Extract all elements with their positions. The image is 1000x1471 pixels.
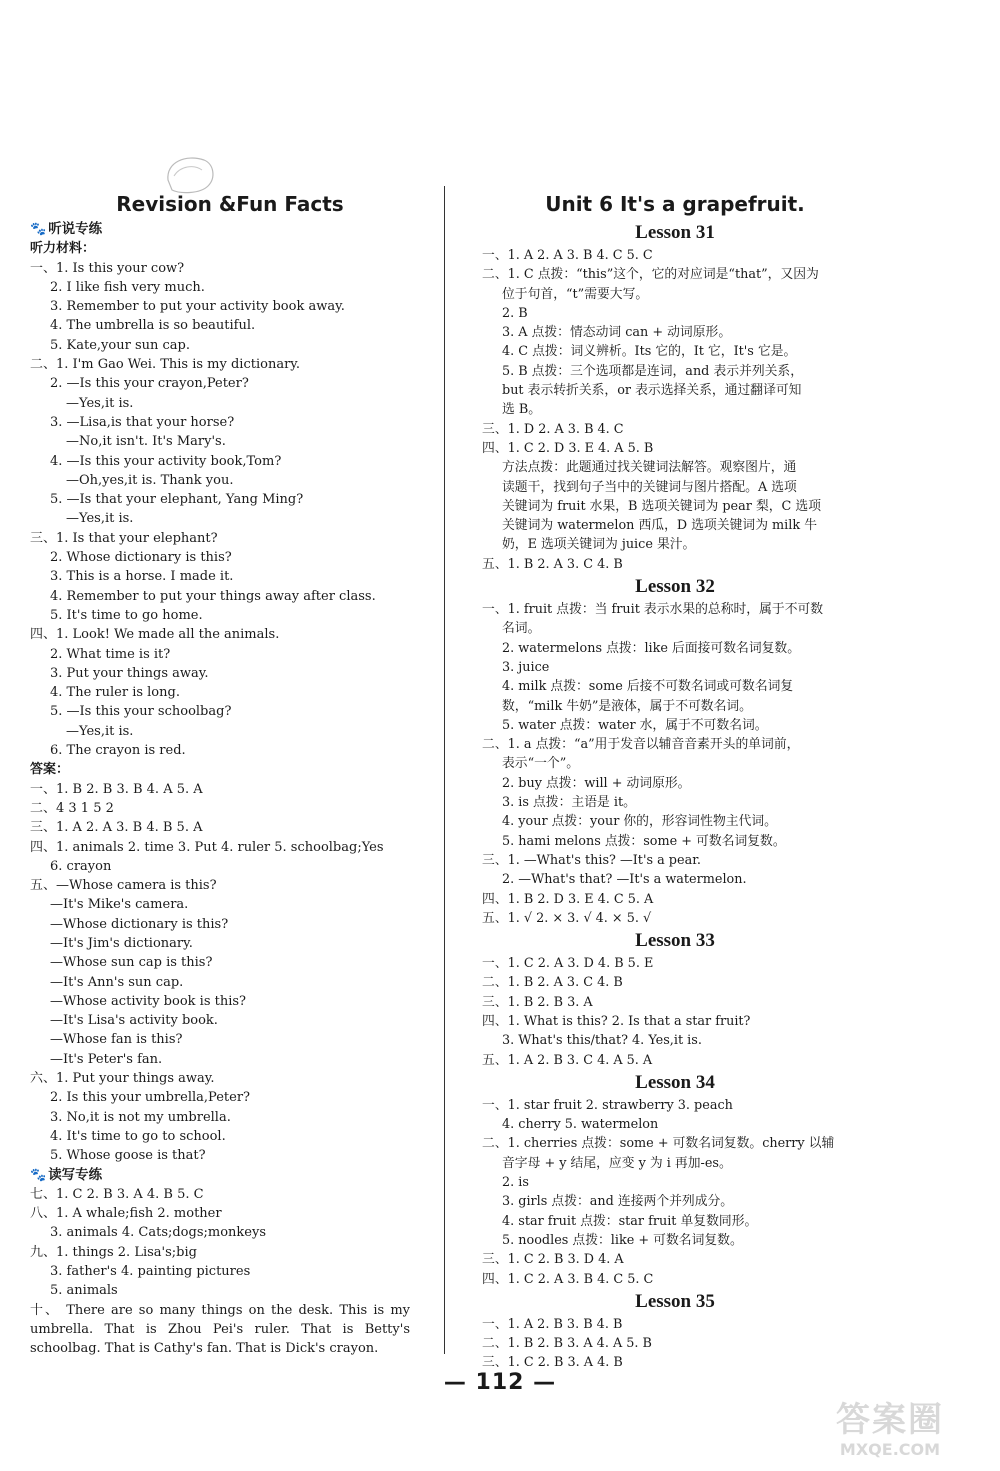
answer-line: 读题干，找到句子当中的关键词与图片搭配。A 选项	[502, 479, 797, 495]
lesson-answers	[482, 600, 868, 928]
answer-line: 二、1. C 点拨：“this”这个，它的对应词是“that”，又因为	[482, 267, 819, 283]
answer-line: 方法点拨：此题通过找关键词法解答。观察图片，通	[502, 460, 797, 476]
answer-line: 四、1. B 2. D 3. E 4. C 5. A	[482, 891, 654, 907]
answer-line: 6. crayon	[50, 858, 112, 874]
page-number: — 112 —	[443, 1370, 557, 1395]
answer-line: 4. The umbrella is so beautiful.	[50, 318, 256, 334]
answer-line: 三、1. Is that your elephant?	[30, 530, 218, 546]
lesson-title: Lesson 31	[635, 222, 715, 243]
lesson-title: Lesson 33	[635, 930, 715, 952]
answer-line: 四、1. C 2. D 3. E 4. A 5. B	[482, 440, 654, 456]
answer-line: 2. I like fish very much.	[50, 279, 205, 295]
left-column	[30, 188, 430, 1359]
watermark-logo-text: 答案圈	[836, 1400, 944, 1440]
answer-line: 一、1. B 2. B 3. B 4. A 5. A	[30, 781, 203, 797]
answer-line: 三、1. A 2. A 3. B 4. B 5. A	[30, 820, 203, 836]
lesson-answers	[482, 246, 868, 574]
answer-line: 二、1. B 2. B 3. A 4. A 5. B	[482, 1336, 652, 1352]
answer-line: —No,it isn't. It's Mary's.	[66, 434, 226, 450]
materials-label: 听力材料：	[30, 241, 96, 257]
answer-line: 3. is 点拨：主语是 it。	[502, 795, 636, 811]
answer-line: but 表示转折关系，or 表示选择关系，通过翻译可知	[502, 383, 802, 399]
answer-line: 3. Put your things away.	[50, 665, 209, 681]
answer-line: —Whose activity book is this?	[50, 993, 247, 1009]
answer-line: 5. hami melons 点拨：some + 可数名词复数。	[502, 833, 786, 849]
answer-line: 2. watermelons 点拨：like 后面接可数名词复数。	[502, 640, 801, 656]
answer-line: 5. Kate,your sun cap.	[50, 337, 190, 353]
lesson-answers	[482, 1096, 868, 1289]
lesson-answers	[482, 954, 868, 1070]
lesson-answers	[482, 1315, 868, 1373]
answer-line: 4. Remember to put your things away after class.	[50, 588, 376, 604]
section-heading-listening: 🐾 听说专练	[30, 221, 103, 237]
answer-line: 3. girls 点拨：and 连接两个并列成分。	[502, 1194, 734, 1210]
answer-line: 4. star fruit 点拨：star fruit 单复数同形。	[502, 1213, 758, 1229]
answer-line: 2. is	[502, 1175, 529, 1191]
answer-line: 2. —Is this your crayon,Peter?	[50, 376, 249, 392]
unit-title: Unit 6 It's a grapefruit.	[545, 192, 805, 216]
answer-line: 3. What's this/that? 4. Yes,it is.	[502, 1033, 702, 1049]
answers-label: 答案：	[30, 762, 70, 778]
lesson-title: Lesson 34	[635, 1071, 715, 1093]
answer-line: 5. animals	[50, 1283, 118, 1299]
answer-line: —It's Jim's dictionary.	[50, 935, 193, 951]
answer-line: 3. This is a horse. I made it.	[50, 569, 234, 585]
answer-line: —It's Lisa's activity book.	[50, 1013, 218, 1029]
answer-line: 一、1. C 2. A 3. D 4. B 5. E	[482, 956, 654, 972]
answer-line: —It's Ann's sun cap.	[50, 974, 184, 990]
paw-icon: 🐾	[30, 1167, 47, 1183]
answer-line: 名词。	[502, 621, 541, 637]
answers-list	[30, 780, 430, 1166]
answer-line: 3. juice	[502, 659, 550, 675]
answer-line: —Whose fan is this?	[50, 1032, 183, 1048]
answer-line: 5. B 点拨：三个选项都是连词，and 表示并列关系，	[502, 363, 804, 379]
essay-answer: 十、 There are so many things on the desk. This is my umbrella. That is Zhou Pei's ruler. That is Betty's schoolbag. That is Cathy's fan. That is Dick's crayon.	[30, 1302, 410, 1357]
answer-line: 一、1. fruit 点拨：当 fruit 表示水果的总称时，属于不可数	[482, 602, 824, 618]
answer-line: 4. your 点拨：your 你的，形容词性物主代词。	[502, 814, 777, 830]
answer-line: 5. noodles 点拨：like + 可数名词复数。	[502, 1232, 743, 1248]
answer-line: 四、1. C 2. A 3. B 4. C 5. C	[482, 1271, 654, 1287]
answer-line: 二、1. cherries 点拨：some + 可数名词复数。cherry 以辅	[482, 1136, 835, 1152]
answer-line: 一、1. A 2. B 3. B 4. B	[482, 1316, 623, 1332]
answer-line: —It's Mike's camera.	[50, 897, 189, 913]
answer-line: 二、1. I'm Gao Wei. This is my dictionary.	[30, 357, 301, 373]
paw-icon: 🐾	[30, 222, 47, 237]
answer-line: 2. Is this your umbrella,Peter?	[50, 1090, 251, 1106]
answer-line: 二、1. B 2. A 3. C 4. B	[482, 975, 623, 991]
answer-line: 关键词为 fruit 水果，B 选项关键词为 pear 梨，C 选项	[502, 498, 821, 514]
reading-writing-answers	[30, 1185, 430, 1301]
answer-line: 4. It's time to go to school.	[50, 1128, 226, 1144]
answer-line: 3. —Lisa,is that your horse?	[50, 414, 235, 430]
answer-line: 6. The crayon is red.	[50, 743, 186, 759]
answer-line: 3. father's 4. painting pictures	[50, 1264, 251, 1280]
answer-line: 八、1. A whale;fish 2. mother	[30, 1206, 222, 1222]
watermark	[800, 1400, 980, 1468]
answer-line: 位于句首，“t”需要大写。	[502, 286, 649, 302]
answer-line: 四、1. Look! We made all the animals.	[30, 627, 280, 643]
answer-line: 3. Remember to put your activity book away.	[50, 299, 345, 315]
answer-line: 数，“milk 牛奶”是液体，属于不可数名词。	[502, 698, 752, 714]
answer-line: 六、1. Put your things away.	[30, 1071, 215, 1087]
answer-line: 5. —Is that your elephant, Yang Ming?	[50, 492, 304, 508]
answer-line: 4. cherry 5. watermelon	[502, 1117, 659, 1133]
answer-line: 五、1. √ 2. × 3. √ 4. × 5. √	[482, 910, 652, 926]
answer-line: 三、1. C 2. B 3. A 4. B	[482, 1355, 623, 1371]
answer-line: 音字母 + y 结尾，应变 y 为 i 再加-es。	[502, 1155, 732, 1171]
answer-line: 奶，E 选项关键词为 juice 果汁。	[502, 537, 696, 553]
answer-line: 3. animals 4. Cats;dogs;monkeys	[50, 1225, 266, 1241]
answer-line: 四、1. What is this? 2. Is that a star fruit?	[482, 1013, 751, 1029]
answer-line: 二、4 3 1 5 2	[30, 800, 114, 816]
answer-line: 3. No,it is not my umbrella.	[50, 1109, 231, 1125]
answer-line: 2. B	[502, 305, 528, 321]
answer-line: 2. —What's that? —It's a watermelon.	[502, 872, 747, 888]
answer-line: 三、1. —What's this? —It's a pear.	[482, 852, 701, 868]
answer-line: 五、—Whose camera is this?	[30, 878, 217, 894]
answer-line: 关键词为 watermelon 西瓜，D 选项关键词为 milk 牛	[502, 518, 817, 534]
answer-line: 5. —Is this your schoolbag?	[50, 704, 232, 720]
lessons	[482, 220, 868, 1373]
right-column	[482, 188, 868, 1373]
answer-line: 4. —Is this your activity book,Tom?	[50, 453, 282, 469]
answer-line: 九、1. things 2. Lisa's;big	[30, 1244, 197, 1260]
answer-line: 五、1. A 2. B 3. C 4. A 5. A	[482, 1052, 653, 1068]
answer-line: —Yes,it is.	[66, 395, 134, 411]
answer-line: 五、1. B 2. A 3. C 4. B	[482, 556, 623, 572]
answer-line: 4. C 点拨：词义辨析。Its 它的，It 它，It's 它是。	[502, 344, 797, 360]
answer-line: 3. A 点拨：情态动词 can + 动词原形。	[502, 325, 732, 341]
lesson-title: Lesson 32	[635, 576, 715, 598]
section-heading-reading-writing: 🐾 读写专练	[30, 1166, 103, 1183]
answer-line: 2. What time is it?	[50, 646, 171, 662]
watermark-url: MXQE.COM	[839, 1440, 941, 1459]
answer-line: 选 B。	[502, 402, 542, 418]
answer-line: 二、1. a 点拨：“a”用于发音以辅音音素开头的单词前，	[482, 737, 800, 753]
answer-line: 四、1. animals 2. time 3. Put 4. ruler 5. schoolbag;Yes	[30, 839, 384, 855]
answer-line: —Yes,it is.	[66, 511, 134, 527]
answer-line: 5. water 点拨：water 水，属于不可数名词。	[502, 717, 768, 733]
column-divider	[444, 186, 445, 1354]
answer-line: 一、1. star fruit 2. strawberry 3. peach	[482, 1097, 733, 1113]
answer-line: 三、1. C 2. B 3. D 4. A	[482, 1252, 624, 1268]
answer-line: 2. buy 点拨：will + 动词原形。	[502, 775, 691, 791]
answer-line: —Yes,it is.	[66, 723, 134, 739]
answer-line: 4. The ruler is long.	[50, 685, 180, 701]
answer-line: 三、1. B 2. B 3. A	[482, 994, 593, 1010]
answer-line: —Whose dictionary is this?	[50, 916, 229, 932]
answer-line: —Oh,yes,it is. Thank you.	[66, 472, 234, 488]
answer-line: 七、1. C 2. B 3. A 4. B 5. C	[30, 1186, 204, 1202]
answer-line: —It's Peter's fan.	[50, 1051, 163, 1067]
lesson-title: Lesson 35	[635, 1290, 715, 1312]
section-title: Revision &Fun Facts	[116, 192, 344, 216]
answer-line: 5. It's time to go home.	[50, 607, 203, 623]
answer-line: 4. milk 点拨：some 后接不可数名词或可数名词复	[502, 679, 794, 695]
answer-line: 5. Whose goose is that?	[50, 1148, 206, 1164]
answer-line: 表示“一个”。	[502, 756, 580, 772]
answer-line: 一、1. A 2. A 3. B 4. C 5. C	[482, 248, 653, 263]
answer-line: 一、1. Is this your cow?	[30, 260, 185, 276]
answer-line: —Whose sun cap is this?	[50, 955, 213, 971]
listening-materials	[30, 259, 430, 761]
answer-line: 2. Whose dictionary is this?	[50, 550, 232, 566]
answer-line: 三、1. D 2. A 3. B 4. C	[482, 421, 624, 437]
